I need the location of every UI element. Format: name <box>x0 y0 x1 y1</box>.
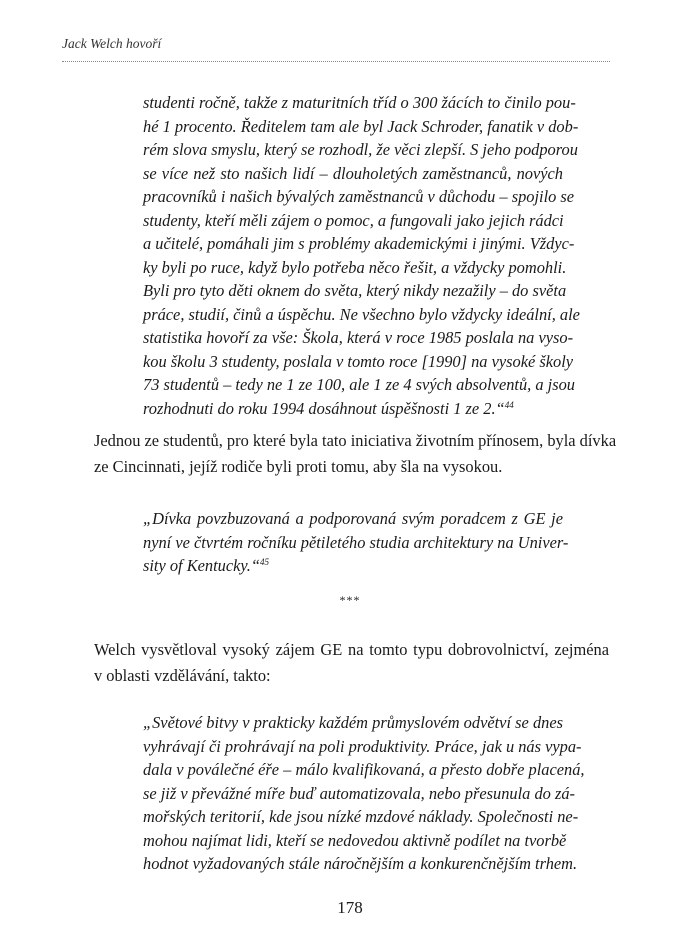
block-quote-1 <box>143 91 580 420</box>
quote-text: sity of Kentucky.“ <box>143 556 260 575</box>
quote-line: a učitelé, pomáhali jim s problémy akademickými i jinými. Vždyc- <box>143 234 575 253</box>
footnote-ref: 44 <box>504 399 514 410</box>
quote-line: vyhrávají či prohrávají na poli produktivity. Práce, jak u nás vypa- <box>143 736 582 756</box>
quote-line: hé 1 procento. Ředitelem tam ale byl Jack Schroder, fanatik v dob- <box>143 116 579 136</box>
quote-line: mořských teritorií, kde jsou nízké mzdové náklady. Společnosti ne- <box>143 807 579 826</box>
paragraph-line: Jednou ze studentů, pro které byla tato iniciativa životním přínosem, byla dívka <box>94 431 617 450</box>
quote-line <box>143 554 563 578</box>
paragraph-line: Welch vysvětloval vysoký zájem GE na tomto typu dobrovolnictví, zejména <box>94 640 609 659</box>
quote-line: „Světové bitvy v prakticky každém průmyslovém odvětví se dnes <box>143 713 563 732</box>
quote-line: kou školu 3 studenty, poslala v tomto roce [1990] na vysoké školy <box>143 351 574 371</box>
quote-line: ky byli po ruce, když bylo potřeba něco řešit, a vždycky pomohli. <box>143 257 567 277</box>
paragraph-2 <box>94 637 609 689</box>
paragraph-1 <box>94 428 617 480</box>
quote-line: nyní ve čtvrtém ročníku pětiletého studia architektury na Univer- <box>143 532 569 552</box>
quote-line <box>143 397 563 421</box>
page-number: 178 <box>337 898 363 917</box>
quote-line: práce, studií, činů a úspěchu. Ne všechno bylo vždycky ideální, ale <box>143 304 580 324</box>
running-header: Jack Welch hovoří <box>62 36 162 51</box>
quote-line: mohou najímat lidi, kteří se nedovedou aktivně podílet na tvorbě <box>143 830 567 850</box>
quote-line: statistika hovoří za vše: Škola, která v roce 1985 poslala na vyso- <box>143 328 574 347</box>
quote-line: 73 studentů – tedy ne 1 ze 100, ale 1 ze 4 svých absolventů, a jsou <box>143 375 575 394</box>
section-separator: *** <box>339 593 361 607</box>
paragraph-line: v oblasti vzdělávání, takto: <box>94 666 271 685</box>
quote-line: studenti ročně, takže z maturitních tříd o 300 žácích to činilo pou- <box>143 93 576 112</box>
quote-line: pracovníků i našich bývalých zaměstnanců v důchodu – spojilo se <box>143 187 575 206</box>
quote-line: rém slova smyslu, který se rozhodl, že věci zlepší. S jeho podporou <box>143 140 578 159</box>
block-quote-3 <box>143 711 585 876</box>
header-divider <box>62 61 610 62</box>
quote-text: rozhodnuti do roku 1994 dosáhnout úspěšnosti 1 ze 2.“ <box>143 398 505 418</box>
quote-line: se již v převážné míře buď automatizovala, nebo přesunula do zá- <box>143 783 575 803</box>
footnote-ref: 45 <box>260 557 269 567</box>
quote-line: Byli pro tyto děti oknem do světa, který nikdy nezažily – do světa <box>143 281 567 300</box>
quote-line: studenty, kteří měli zájem o pomoc, a fungovali jako jejich rádci <box>143 210 564 230</box>
quote-line: dala v poválečné éře – málo kvalifikovaná, a přesto dobře placená, <box>143 760 585 779</box>
quote-line: se více než sto našich lidí – dlouholetých zaměstnanců, nových <box>143 163 563 183</box>
paragraph-line: ze Cincinnati, jejíž rodiče byli proti tomu, aby šla na vysokou. <box>94 457 503 476</box>
quote-line: hodnot vyžadovaných stále náročnějším a konkurenčnějším trhem. <box>143 854 578 873</box>
quote-line: „Dívka povzbuzovaná a podporovaná svým poradcem z GE je <box>143 509 563 528</box>
block-quote-2 <box>143 507 569 578</box>
